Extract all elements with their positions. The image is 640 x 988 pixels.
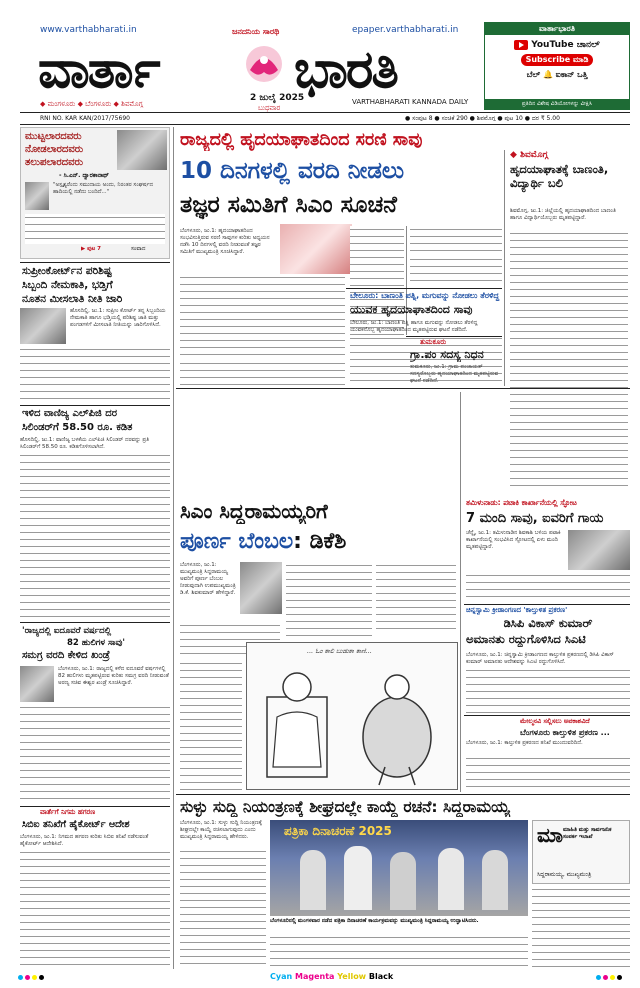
masthead-date: 2 ಜುಲೈ 2025	[250, 93, 305, 103]
ad-footer: ಪ್ರತಿದಿನ ವಿಶೇಷ ವಿಡಿಯೋಗಳನ್ನು ವೀಕ್ಷಿಸಿ	[485, 99, 629, 109]
masthead-weekday: ಬುಧವಾರ	[258, 104, 281, 112]
lpg-headline: ಇಳಿದ ವಾಣಿಜ್ಯ ಎಲ್‌ಪಿಜಿ ದರ ಸಿಲಿಂಡರ್‌ಗೆ 58.50 ರೂ. ಕಡಿತ	[22, 408, 133, 433]
tamilnadu-kicker: ತಮಿಳುನಾಡು: ಪಟಾಕಿ ಕಾರ್ಖಾನೆಯಲ್ಲಿ ಸ್ಫೋಟ	[466, 498, 577, 507]
reg-mark-right	[596, 975, 622, 980]
tiger-body: ಬೆಂಗಳೂರು, ಜು.1: ರಾಜ್ಯದಲ್ಲಿ ಕಳೆದ ಐದೂವರೆ ವರ್ಷಗಳಲ್ಲಿ 82 ಹುಲಿಗಳು ಮೃತಪಟ್ಟಿರುವ ಕುರಿತು ಸಮಗ್ರ ವರದಿ ನೀಡುವಂತೆ ಅರಣ್ಯ ಸಚಿವ ಈಶ್ವರ ಖಂಡ್ರೆ ಸೂಚಿಸಿದ್ದಾರೆ.	[58, 666, 169, 686]
govt-ad-sub: ಸಿದ್ದರಾಮಯ್ಯ, ಮುಖ್ಯಮಂತ್ರಿ	[537, 871, 592, 878]
side-bottom-body: ಬೆಂಗಳೂರು, ಜು.1: ಕಾಲ್ತುಳಿತ ಪ್ರಕರಣದ ತನಿಖೆ ಮುಂದುವರಿದಿದೆ.	[466, 740, 583, 746]
side-bottom-kicker: ಮೇಲ್ಮನವಿ ಸಲ್ಲಿಸಲು ಅವಕಾಶವಿದೆ	[520, 717, 590, 725]
ad-title: ವಾರ್ತಾಭಾರತಿ	[485, 23, 629, 35]
lead-kicker: ರಾಜ್ಯದಲ್ಲಿ ಹೃದಯಾಘಾತದಿಂದ ಸರಣಿ ಸಾವು	[180, 130, 423, 150]
cartoon-caption: ... ಓಂ ಕಾಲಿ ಬುಡುಕಾ ಕಾಣಿ...	[307, 647, 372, 655]
tamilnadu-headline: 7 ಮಂದಿ ಸಾವು, ಐವರಿಗೆ ಗಾಯ	[466, 511, 604, 526]
tamilnadu-body: ಚೆನ್ನೈ, ಜು.1: ತಮಿಳುನಾಡಿನ ಶಿವಕಾಶಿ ಬಳಿಯ ಪಟಾಕಿ ಕಾರ್ಖಾನೆಯಲ್ಲಿ ಸಂಭವಿಸಿದ ಸ್ಫೋಟದಲ್ಲಿ ಏಳು ಮಂದಿ ಮೃತಪಟ್ಟಿದ್ದಾರೆ.	[466, 530, 561, 550]
lead-headline-1: 10 ದಿನಗಳಲ್ಲಿ ವರದಿ ನೀಡಲು	[180, 158, 405, 184]
tumkur-kicker: ತುಮಕೂರು	[420, 338, 447, 346]
cbi-kicker: ವಾರ್ತೆಗೆ ನಿಗಮ ಹಗರಣ	[40, 808, 96, 816]
fake-news-headline: ಸುಳ್ಳು ಸುದ್ದಿ ನಿಯಂತ್ರಣಕ್ಕೆ ಶೀಘ್ರದಲ್ಲೇ ಕಾಯ್ದೆ ರಚನೆ: ಸಿದ್ದರಾಮಯ್ಯ	[180, 798, 510, 816]
author-photo	[25, 182, 49, 210]
tiger-headline: 'ರಾಜ್ಯದಲ್ಲಿ ಐದೂವರೆ ವರ್ಷದಲ್ಲಿ 82 ಹುಲಿಗಳ ಸಾವು' ಸಮಗ್ರ ವರದಿ ಕೇಳಿದ ಖಂಡ್ರೆ	[22, 626, 125, 661]
govt-ad	[532, 820, 630, 884]
magenta-label: Magenta	[294, 972, 335, 981]
lead-body: ಬೆಂಗಳೂರು, ಜು.1: ಹೃದಯಾಘಾತದಿಂದ ಸಂಭವಿಸುತ್ತಿರುವ ಸರಣಿ ಸಾವುಗಳ ಕುರಿತು ಅಧ್ಯಯನ ನಡೆಸಿ 10 ದಿನಗಳಲ್ಲಿ ವರದಿ ನೀಡುವಂತೆ ತಜ್ಞರ ಸಮಿತಿಗೆ ಮುಖ್ಯಮಂತ್ರಿ ಸೂಚಿಸಿದ್ದಾರೆ.	[180, 228, 270, 255]
yellow-label: Yellow	[337, 972, 367, 981]
cartoon-drawing	[247, 657, 457, 791]
arrow-icon: ▶	[81, 246, 88, 252]
quote-heading: ಮುಟ್ಟಲಾರದವರು ನೋಡಲಾರದವರು ತಲುಪಲಾರದವರು	[25, 131, 84, 168]
ad-youtube-text: YouTube ಚಾನಲ್	[531, 40, 600, 50]
quote-link[interactable]: ▶ ಪುಟ 7	[81, 246, 101, 252]
cm-body: ಬೆಂಗಳೂರು, ಜು.1: ಮುಖ್ಯಮಂತ್ರಿ ಸಿದ್ದರಾಮಯ್ಯ ಅವರಿಗೆ ಪೂರ್ಣ ಬೆಂಬಲ ನೀಡುವುದಾಗಿ ಉಪಮುಖ್ಯಮಂತ್ರಿ ಡಿ.ಕೆ. ಶಿವಕುಮಾರ್ ಹೇಳಿದ್ದಾರೆ.	[180, 562, 236, 596]
masthead-english-name: VARTHABHARATI KANNADA DAILY	[352, 98, 469, 106]
youtube-play-icon	[514, 40, 528, 50]
stadium-kicker: ಚಿನ್ನಸ್ವಾಮಿ ಕ್ರೀಡಾಂಗಣದ 'ಕಾಲ್ತುಳಿತ ಪ್ರಕರಣ'	[466, 606, 568, 614]
heart-illustration	[280, 224, 352, 274]
cbi-headline: ಸಿಬಿಐ ತನಿಖೆಗೆ ಹೈಕೋರ್ಟ್ ಆದೇಶ	[22, 819, 130, 830]
epaper-url[interactable]: epaper.varthabharati.in	[352, 25, 459, 35]
quote-statue-photo	[117, 130, 167, 170]
fake-news-body: ಬೆಂಗಳೂರು, ಜು.1: ಸುಳ್ಳು ಸುದ್ದಿ ನಿಯಂತ್ರಣಕ್ಕೆ ಶೀಘ್ರದಲ್ಲೇ ಕಾಯ್ದೆ ರಚಿಸಲಾಗುವುದು ಎಂದು ಮುಖ್ಯಮಂತ್ರಿ ಸಿದ್ದರಾಮಯ್ಯ ಹೇಳಿದರು.	[180, 820, 262, 840]
supreme-court-photo	[20, 308, 66, 344]
tumkur-headline: ಗ್ರಾ.ಪಂ ಸದಸ್ಯ ನಿಧನ	[410, 348, 484, 361]
cm-headline-1: ಸಿಎಂ ಸಿದ್ದರಾಮಯ್ಯರಿಗೆ	[180, 499, 328, 523]
ad-bell-text: ಬೆಲ್ 🔔 ಐಕಾನ್ ಒತ್ತಿ	[526, 70, 588, 79]
shivamogga-headline: ಹೃದಯಾಘಾತಕ್ಕೆ ಬಾಣಂತಿ, ವಿದ್ಯಾರ್ಥಿ ಬಲಿ	[510, 162, 609, 190]
khandre-photo	[20, 666, 54, 702]
shivamogga-body: ಶಿವಮೊಗ್ಗ, ಜು.1: ಜಿಲ್ಲೆಯಲ್ಲಿ ಹೃದಯಾಘಾತದಿಂದ ಬಾಣಂತಿ ಹಾಗೂ ವಿದ್ಯಾರ್ಥಿಯೊಬ್ಬರು ಮೃತಪಟ್ಟಿದ್ದಾರೆ.	[510, 208, 616, 221]
quote-text: "ಅಸ್ಪೃಶ್ಯರೆಂದು ಸಮುದಾಯ ಅಂದು, ನಿರಂತರ ಸಂಘರ್ಷದ ಹಾದಿಯಲ್ಲಿ ನಡೆದು ಬಂದಿದೆ..."	[53, 182, 154, 195]
govt-ad-text: ಮಾಹಿತಿ ಮತ್ತು ಸಾರ್ವಜನಿಕ ಸಂಪರ್ಕ ಇಲಾಖೆ	[563, 827, 612, 840]
press-photo-caption: ಬೆಂಗಳೂರಿನಲ್ಲಿ ಮಂಗಳವಾರ ನಡೆದ ಪತ್ರಿಕಾ ದಿನಾಚರಣೆ ಕಾರ್ಯಕ್ರಮವನ್ನು ಮುಖ್ಯಮಂತ್ರಿ ಸಿದ್ದರಾಮಯ್ಯ ಉದ್ಘಾಟಿಸಿದರು.	[270, 918, 479, 924]
stadium-headline-1: ಡಿಸಿಪಿ ವಿಕಾಸ್ ಕುಮಾರ್	[503, 616, 593, 630]
masthead-title-left: ವಾರ್ತಾ	[38, 40, 159, 100]
website-url[interactable]: www.varthabharati.in	[40, 25, 137, 35]
masthead-tagline: ಜನದನಿಯ ಸಾರಥಿ	[232, 27, 280, 36]
reg-mark-left	[18, 975, 44, 980]
masthead-title-right: ಭಾರತಿ	[294, 40, 397, 100]
cyan-label: Cyan	[270, 972, 293, 981]
belur-body: ಬೇಲೂರು, ಜು.1: ಬಾಣಂತಿ ಪತ್ನಿ ಹಾಗೂ ಮಗುವನ್ನು ನೋಡಲು ತೆರಳಿದ್ದ ಯುವಕನೊಬ್ಬ ಹೃದಯಾಘಾತದಿಂದ ಮೃತಪಟ್ಟಿರುವ ಘಟನೆ ನಡೆದಿದೆ.	[350, 320, 478, 333]
side-bottom-headline: ಬೆಂಗಳೂರು ಕಾಲ್ತುಳಿತ ಪ್ರಕರಣ ...	[520, 728, 610, 737]
cbi-body: ಬೆಂಗಳೂರು, ಜು.1: ನಿಗಮದ ಹಗರಣ ಕುರಿತು ಸಿಬಿಐ ತನಿಖೆ ನಡೆಸುವಂತೆ ಹೈಕೋರ್ಟ್ ಆದೇಶಿಸಿದೆ.	[20, 834, 149, 847]
cartoon-frame	[246, 642, 458, 790]
quote-sub: ಸಂವಾದ	[131, 246, 146, 252]
press-day-banner: ಪತ್ರಿಕಾ ದಿನಾಚರಣೆ 2025	[284, 824, 392, 838]
color-bar	[270, 972, 393, 981]
cm-headline-2: ಪೂರ್ಣ ಬೆಂಬಲ: ಡಿಕೆಶಿ	[180, 529, 347, 554]
rni-number: RNI NO. KAR KAN/2017/75690	[40, 115, 130, 122]
lpg-body: ಹೊಸದಿಲ್ಲಿ, ಜು.1: ವಾಣಿಜ್ಯ ಬಳಕೆಯ ಎಲ್‌ಪಿಜಿ ಸಿಲಿಂಡರ್ ದರವನ್ನು ಪ್ರತಿ ಸಿಲಿಂಡರ್‌ಗೆ 58.50 ರೂ. ಕಡಿತಗೊಳಿಸಲಾಗಿದೆ.	[20, 437, 150, 450]
masthead-editions: ◆ ಮಂಗಳೂರು ◆ ಬೆಂಗಳೂರು ◆ ಶಿವಮೊಗ್ಗ	[40, 100, 143, 108]
press-day-photo	[270, 820, 528, 916]
blast-photo	[568, 530, 630, 570]
masthead-logo	[240, 42, 288, 92]
belur-sub: ಯುವಕ ಹೃದಯಾಘಾತದಿಂದ ಸಾವು	[350, 303, 473, 316]
dk-shivakumar-photo	[240, 562, 282, 614]
lead-headline-2: ತಜ್ಞರ ಸಮಿತಿಗೆ ಸಿಎಂ ಸೂಚನೆ	[180, 192, 397, 218]
shivamogga-kicker: ◆ ಶಿವಮೊಗ್ಗ	[510, 150, 549, 160]
quote-author: - ಸಿ.ಎನ್. ದ್ವಾರಕಾನಾಥ್	[59, 172, 109, 179]
stadium-headline-2: ಅಮಾನತು ರದ್ದುಗೊಳಿಸಿದ ಸಿಎಟಿ	[466, 632, 586, 646]
youtube-ad[interactable]	[484, 22, 630, 110]
belur-headline: ಬೇಲೂರು: ಬಾಣಂತಿ ಪತ್ನಿ, ಮಗುವನ್ನು ನೋಡಲು ತೆರಳಿದ್ದ	[350, 291, 500, 300]
supreme-body: ಹೊಸದಿಲ್ಲಿ, ಜು.1: ಸುಪ್ರೀಂ ಕೋರ್ಟ್ ತನ್ನ ಸಿಬ್ಬಂದಿಯ ನೇಮಕಾತಿ ಹಾಗೂ ಭಡ್ತಿಯಲ್ಲಿ ಪರಿಶಿಷ್ಟ ಜಾತಿ ಮತ್ತು ಪಂಗಡಗಳಿಗೆ ಮೀಸಲಾತಿ ನೀತಿಯನ್ನು ಜಾರಿಗೊಳಿಸಿದೆ.	[70, 308, 166, 328]
supreme-headline: ಸುಪ್ರೀಂಕೋರ್ಟ್‌ನ ಪರಿಶಿಷ್ಟ ಸಿಬ್ಬಂದಿ ನೇಮಕಾತಿ, ಭಡ್ತಿಗೆ ನೂತನ ಮೀಸಲಾತಿ ನೀತಿ ಜಾರಿ	[22, 265, 123, 305]
subscribe-button[interactable]: Subscribe ಮಾಡಿ	[521, 54, 594, 66]
bullet-icon: ◆	[510, 150, 521, 160]
issue-info: ● ಸಂಪುಟ 8 ● ಸಂಚಿಕೆ 290 ● ಶಿವಮೊಗ್ಗ ● ಪುಟ 10 ● ದರ ₹ 5.00	[405, 115, 560, 122]
stadium-body: ಬೆಂಗಳೂರು, ಜು.1: ಚಿನ್ನಸ್ವಾಮಿ ಕ್ರೀಡಾಂಗಣದ ಕಾಲ್ತುಳಿತ ಪ್ರಕರಣದಲ್ಲಿ ಡಿಸಿಪಿ ವಿಕಾಸ್ ಕುಮಾರ್ ಅಮಾನತು ಆದೇಶವನ್ನು ಸಿಎಟಿ ರದ್ದುಗೊಳಿಸಿದೆ.	[466, 652, 614, 665]
tumkur-body: ತುಮಕೂರು, ಜು.1: ಗ್ರಾಮ ಪಂಚಾಯತ್ ಸದಸ್ಯರೊಬ್ಬರು ಹೃದಯಾಘಾತದಿಂದ ಮೃತಪಟ್ಟಿರುವ ಘಟನೆ ನಡೆದಿದೆ.	[410, 364, 499, 384]
quote-box	[20, 127, 170, 259]
govt-ad-title: ಮಾ	[537, 823, 564, 847]
black-label: Black	[368, 972, 394, 981]
